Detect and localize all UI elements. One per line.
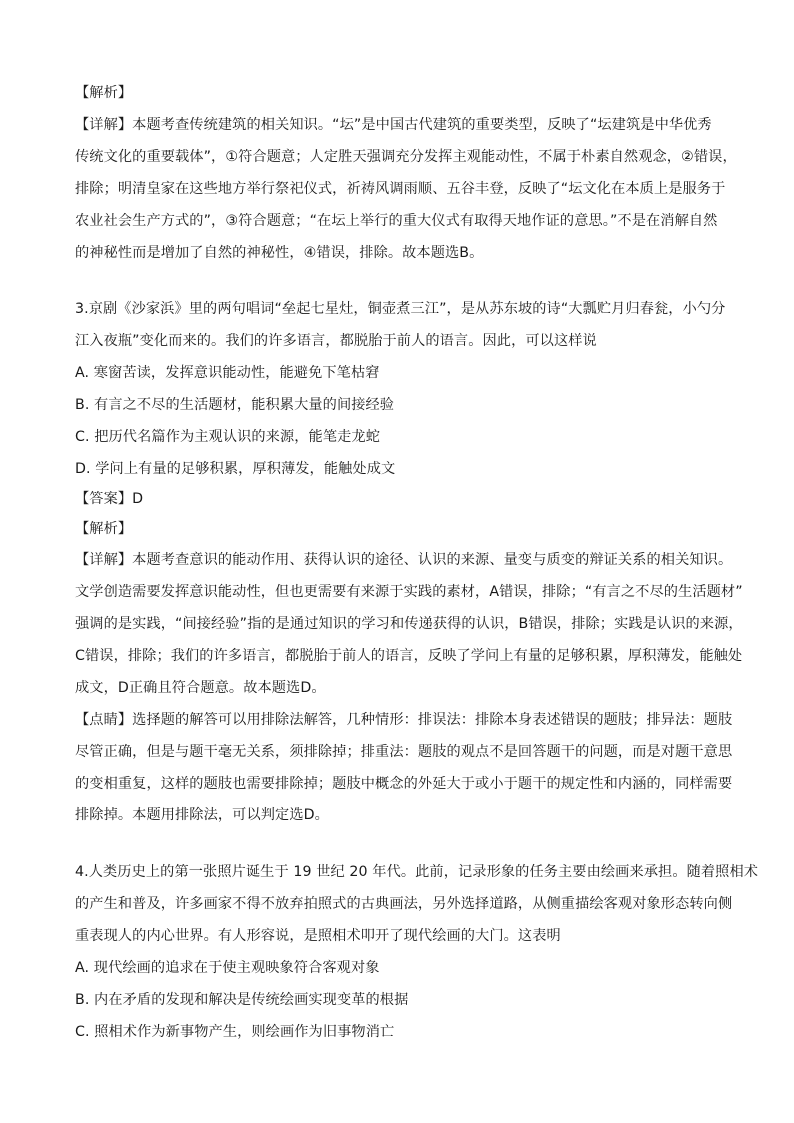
detail-line: C错误，排除；我们的许多语言，都脱胎于前人的语言，反映了学问上有量的足够积累，厚积薄发，能触处 (75, 648, 743, 664)
option-b: B. 有言之不尽的生活题材，能积累大量的间接经验 (75, 397, 395, 413)
question-stem-line: 4.人类历史上的第一张照片诞生于 19 世纪 20 年代。此前，记录形象的任务主要由绘画来承担。随着照相术 (75, 864, 759, 880)
option-c: C. 照相术作为新事物产生，则绘画作为旧事物消亡 (75, 1024, 395, 1040)
jiexi-label: 【解析】 (75, 85, 133, 101)
detail-line: 【详解】本题考查意识的能动作用、获得认识的途径、认识的来源、量变与质变的辩证关系的相关知识。 (75, 552, 733, 568)
option-a: A. 现代绘画的追求在于使主观映象符合客观对象 (75, 960, 380, 976)
option-b: B. 内在矛盾的发现和解决是传统绘画实现变革的根据 (75, 992, 409, 1008)
question-stem-line: 江入夜瓶”变化而来的。我们的许多语言，都脱胎于前人的语言。因此，可以这样说 (75, 333, 597, 349)
question-stem-line: 的产生和普及，许多画家不得不放弃拍照式的古典画法，另外选择道路，从侧重描绘客观对象形态转向侧 (75, 896, 733, 912)
jiexi-label: 【解析】 (75, 521, 133, 537)
detail-line: 传统文化的重要载体”，①符合题意；人定胜天强调充分发挥主观能动性，不属于朴素自然观念，②错误， (75, 149, 737, 165)
detail-line: 农业社会生产方式的”，③符合题意；“在坛上举行的重大仪式有取得天地作证的意思。”不是在消解自然 (75, 213, 718, 229)
tip-line: 【点睛】选择题的解答可以用排除法解答，几种情形：排误法：排除本身表述错误的题肢；排异法：题肢 (75, 712, 733, 728)
detail-line: 成文，D正确且符合题意。故本题选D。 (75, 680, 326, 696)
detail-line: 文学创造需要发挥意识能动性，但也更需要有来源于实践的素材，A错误，排除；“有言之不尽的生活题材” (75, 584, 743, 600)
detail-line: 的神秘性而是增加了自然的神秘性，④错误，排除。故本题选B。 (75, 245, 484, 261)
detail-line: 强调的是实践，“间接经验”指的是通过知识的学习和传递获得的认识，B错误，排除；实践是认识的来源， (75, 616, 743, 632)
option-d: D. 学问上有量的足够积累，厚积薄发，能触处成文 (75, 461, 396, 477)
tip-line: 排除掉。本题用排除法，可以判定选D。 (75, 807, 329, 823)
detail-line: 排除；明清皇家在这些地方举行祭祀仪式，祈祷风调雨顺、五谷丰登，反映了“坛文化在本质上是服务于 (75, 181, 726, 197)
detail-line: 【详解】本题考查传统建筑的相关知识。“坛”是中国古代建筑的重要类型，反映了“坛建筑是中华优秀 (75, 117, 712, 133)
tip-line: 尽管正确，但是与题干毫无关系，须排除掉；排重法：题肢的观点不是回答题干的问题，而是对题干意思 (75, 744, 733, 760)
option-c: C. 把历代名篇作为主观认识的来源，能笔走龙蛇 (75, 429, 380, 445)
question-stem-line: 3.京剧《沙家浜》里的两句唱词“垒起七星灶，铜壶煮三江”，是从苏东坡的诗“大瓢贮月归春瓮，小勺分 (75, 301, 726, 317)
question-stem-line: 重表现人的内心世界。有人形容说，是照相术叩开了现代绘画的大门。这表明 (75, 928, 561, 944)
answer-label: 【答案】D (75, 491, 144, 507)
option-a: A. 寒窗苦读，发挥意识能动性，能避免下笔枯窘 (75, 365, 380, 381)
tip-line: 的变相重复，这样的题肢也需要排除掉；题肢中概念的外延大于或小于题干的规定性和内涵的，同样需要 (75, 776, 733, 792)
